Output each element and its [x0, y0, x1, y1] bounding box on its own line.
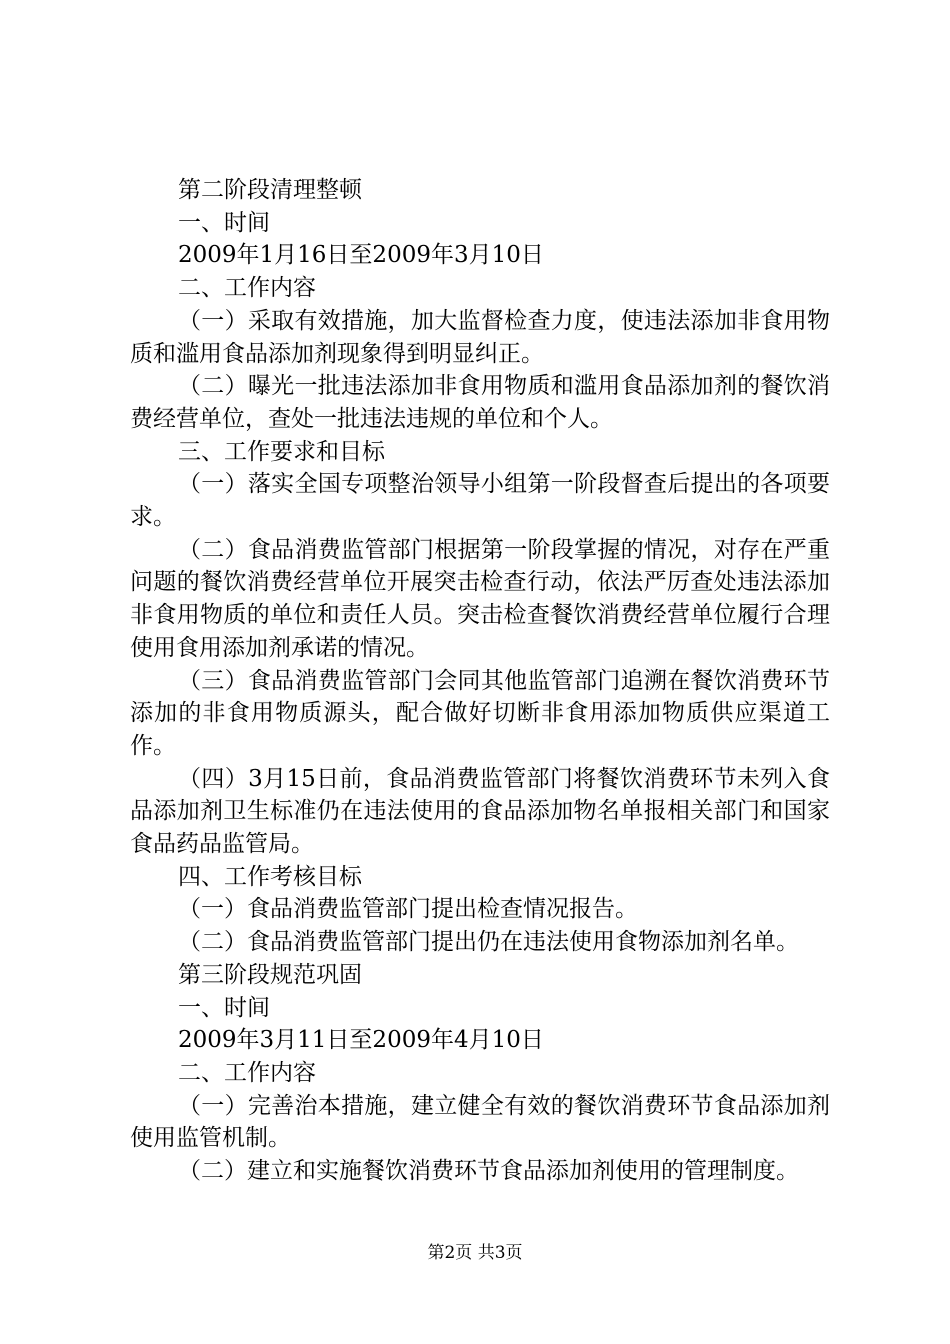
subheading-time: 一、时间 [178, 994, 270, 1021]
paragraph: （四）3月15日前，食品消费监管部门将餐饮消费环节未列入食品添加剂卫生标准仍在违法使用的食品添加物名单报相关部门和国家食品药品监管局。 [130, 765, 830, 858]
paragraph: （一）完善治本措施，建立健全有效的餐饮消费环节食品添加剂使用监管机制。 [130, 1092, 830, 1152]
document-body [130, 174, 830, 1188]
subheading-time: 一、时间 [178, 209, 270, 236]
section-heading-stage-two: 第二阶段清理整顿 [178, 177, 362, 203]
subheading-work-content: 二、工作内容 [178, 275, 316, 302]
paragraph: （一）采取有效措施，加大监督检查力度，使违法添加非食用物质和滥用食品添加剂现象得到明显纠正。 [130, 307, 830, 367]
page-number-footer: 第2页 共3页 [427, 1243, 523, 1263]
paragraph: （三）食品消费监管部门会同其他监管部门追溯在餐饮消费环节添加的非食用物质源头，配合做好切断非食用添加物质供应渠道工作。 [130, 667, 830, 759]
date-range: 2009年3月11日至2009年4月10日 [178, 1027, 544, 1054]
paragraph: （二）食品消费监管部门提出仍在违法使用食物添加剂名单。 [178, 929, 799, 956]
paragraph: （一）落实全国专项整治领导小组第一阶段督查后提出的各项要求。 [130, 471, 830, 531]
subheading-assessment: 四、工作考核目标 [178, 863, 362, 890]
paragraph: （二）曝光一批违法添加非食用物质和滥用食品添加剂的餐饮消费经营单位，查处一批违法违规的单位和个人。 [130, 373, 830, 432]
paragraph: （一）食品消费监管部门提出检查情况报告。 [178, 896, 638, 923]
paragraph: （二）建立和实施餐饮消费环节食品添加剂使用的管理制度。 [178, 1158, 799, 1185]
subheading-work-content: 二、工作内容 [178, 1059, 316, 1086]
section-heading-stage-three: 第三阶段规范巩固 [178, 961, 362, 988]
paragraph: （二）食品消费监管部门根据第一阶段掌握的情况，对存在严重问题的餐饮消费经营单位开展突击检查行动，依法严厉查处违法添加非食用物质的单位和责任人员。突击检查餐饮消费经营单位履行合理使用食用添加剂承诺的情况。 [130, 536, 830, 661]
subheading-requirements: 三、工作要求和目标 [178, 438, 385, 465]
date-range: 2009年1月16日至2009年3月10日 [178, 242, 544, 269]
